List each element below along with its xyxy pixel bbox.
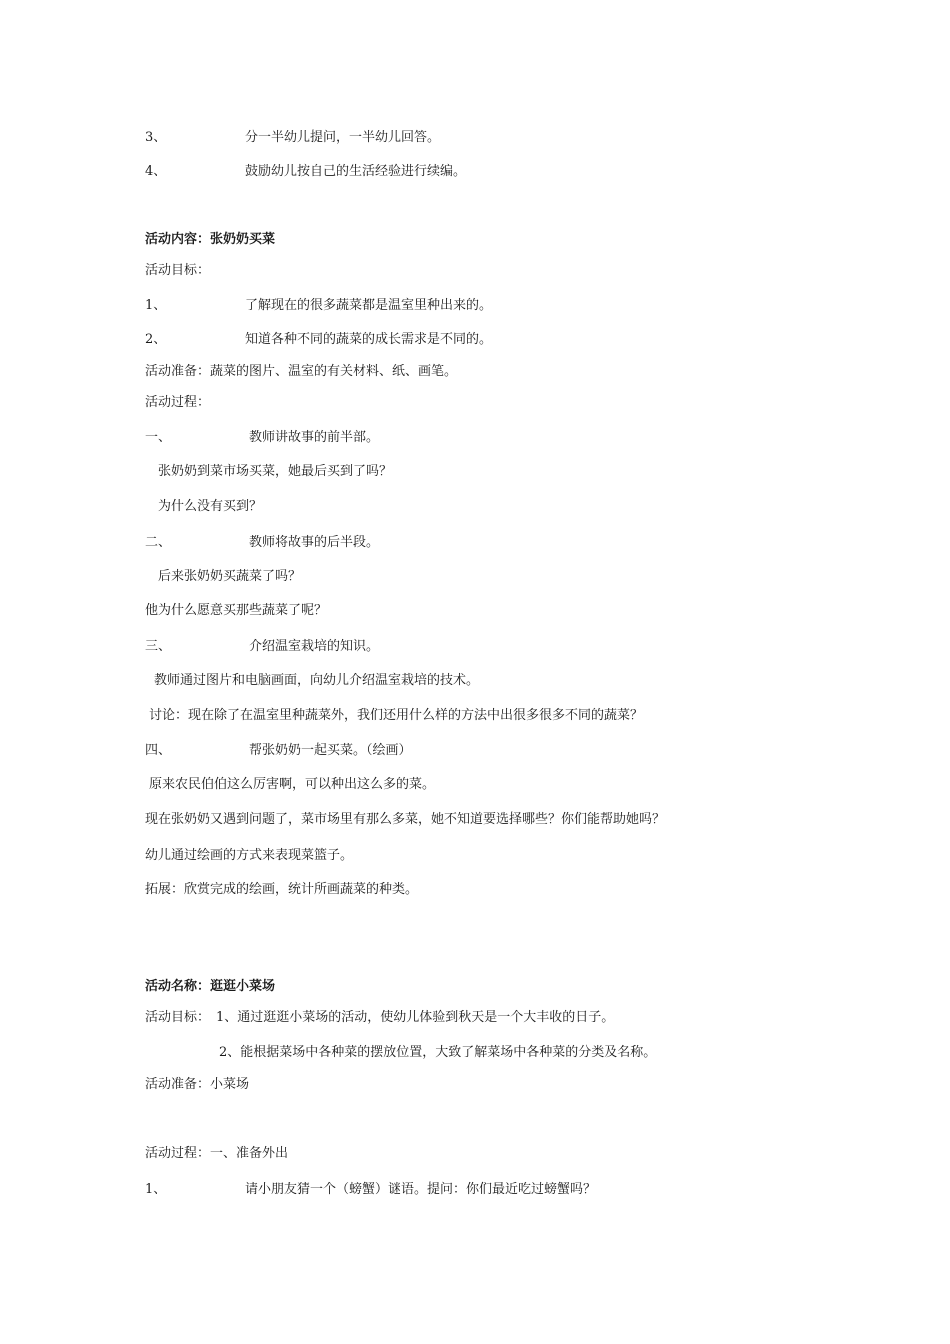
process-label: 活动过程： [145, 395, 211, 410]
step-3 [145, 639, 379, 655]
goal-text: 1、通过逛逛小菜场的活动，使幼儿体验到秋天是一个大丰收的日子。 [216, 1010, 615, 1025]
step-text: 教师讲故事的前半部。 [249, 430, 380, 445]
paragraph: 后来张奶奶买蔬菜了吗？ [158, 569, 302, 584]
step-text: 帮张奶奶一起买菜。（绘画） [249, 743, 412, 758]
list-item-4 [145, 164, 466, 180]
paragraph: 张奶奶到菜市场买菜，她最后买到了吗？ [158, 464, 393, 479]
goal-item-1 [145, 298, 492, 314]
list-text: 知道各种不同的蔬菜的成长需求是不同的。 [245, 332, 493, 347]
step-4 [145, 743, 412, 759]
prep-text: 活动准备：小菜场 [145, 1077, 250, 1092]
goal-label: 活动目标： [145, 1010, 211, 1025]
goal-line-1 [145, 1010, 614, 1026]
list-number: 3、 [145, 130, 167, 145]
list-number: 2、 [145, 332, 167, 347]
paragraph: 教师通过图片和电脑画面，向幼儿介绍温室栽培的技术。 [154, 673, 480, 688]
list-text: 鼓励幼儿按自己的生活经验进行续编。 [245, 164, 467, 179]
step-2 [145, 535, 379, 551]
extend-text: 拓展：欣赏完成的绘画，统计所画蔬菜的种类。 [145, 882, 419, 897]
prep-text: 活动准备：蔬菜的图片、温室的有关材料、纸、画笔。 [145, 364, 458, 379]
paragraph: 讨论：现在除了在温室里种蔬菜外，我们还用什么样的方法中出很多很多不同的蔬菜？ [149, 708, 644, 723]
step-text: 教师将故事的后半段。 [249, 535, 380, 550]
step-text: 介绍温室栽培的知识。 [249, 639, 380, 654]
list-text: 了解现在的很多蔬菜都是温室里种出来的。 [245, 298, 493, 313]
paragraph: 为什么没有买到？ [158, 499, 263, 514]
list-number: 1、 [145, 1182, 167, 1197]
section-title: 活动内容：张奶奶买菜 [145, 232, 276, 247]
step-number: 三、 [145, 639, 172, 654]
paragraph: 他为什么愿意买那些蔬菜了呢？ [145, 603, 328, 618]
list-text: 分一半幼儿提问，一半幼儿回答。 [245, 130, 441, 145]
paragraph: 现在张奶奶又遇到问题了，菜市场里有那么多菜，她不知道要选择哪些？你们能帮助她吗？ [145, 812, 666, 827]
step-number: 四、 [145, 743, 172, 758]
paragraph: 原来农民伯伯这么厉害啊，可以种出这么多的菜。 [149, 777, 436, 792]
step-number: 一、 [145, 430, 172, 445]
step-text: 请小朋友猜一个（螃蟹）谜语。提问：你们最近吃过螃蟹吗？ [245, 1182, 597, 1197]
step-1 [145, 430, 379, 446]
step-number: 二、 [145, 535, 172, 550]
list-number: 1、 [145, 298, 167, 313]
goal-item-2 [145, 332, 492, 348]
list-number: 4、 [145, 164, 167, 179]
list-item-3 [145, 130, 440, 146]
process-text: 活动过程：一、准备外出 [145, 1146, 289, 1161]
goal-line-2: 2、能根据菜场中各种菜的摆放位置，大致了解菜场中各种菜的分类及名称。 [219, 1045, 657, 1060]
section-title: 活动名称：逛逛小菜场 [145, 979, 276, 994]
step-1 [145, 1182, 596, 1198]
paragraph: 幼儿通过绘画的方式来表现菜篮子。 [145, 848, 354, 863]
goal-label: 活动目标： [145, 263, 211, 278]
